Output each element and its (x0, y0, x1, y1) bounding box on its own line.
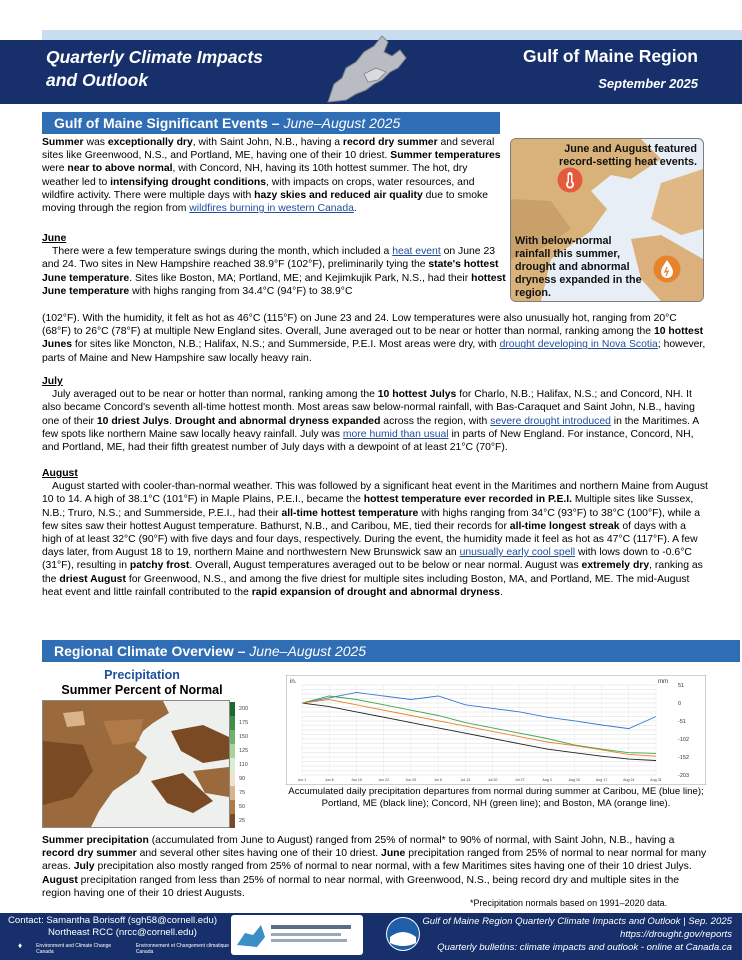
section-climate-overview-bar (42, 640, 740, 662)
legend-label: 75 (239, 789, 246, 796)
july-section: July July averaged out to be near or hotter than normal, ranking among the 10 hottest Julys for Charlo, N.B.; Halifax, N.S.; and Concord, NH. It also became Concord's seventh all-time hottest month. Most areas saw below-normal rainfall, with Bas-Caraquet and Saint John, N.B., having one of their 10 driest Julys. Drought and abnormal dryness expanded across the region, with severe drought introduced in the Maritimes. A few spots like northern Maine saw locally heavy rainfall. July was more humid than usual in parts of New England. For instance, Concord, NH, and Portland, ME, had their fifth greatest number of July days with a dewpoint of at least 21°C (70°F). (42, 375, 708, 454)
section-title: Regional Climate Overview – (54, 643, 246, 659)
section-period: June–August 2025 (249, 643, 367, 659)
june-section: June There were a few temperature swings during the month, which included a heat event on June 23 and 24. Two sites in New Hampshire reached 38.9°F (102°F), preliminarily tying the state's hottest June temperature. Sites like Boston, MA; Portland, ME; and Kejimkujik Park, N.S., had their hottest June temperature with highs ranging from 34.4°C (94°F) to 38.9°C (42, 233, 506, 297)
chart-left-unit: in. (290, 679, 297, 685)
eccc-logo-text (18, 943, 238, 955)
y-tick-label: -203 (678, 773, 690, 779)
x-tick-label: Aug 31 (650, 778, 662, 782)
x-tick-label: Jun 22 (378, 778, 390, 782)
x-tick-label: Jun 15 (351, 778, 362, 782)
region-title: Gulf of Maine Region (523, 46, 698, 66)
rcc-line: Northeast RCC (nrcc@cornell.edu) (48, 927, 197, 938)
link-wildfires[interactable]: wildfires burning in western Canada (189, 203, 354, 215)
callout-drought: With below-normal rainfall this summer, drought and abnormal dryness expanded in the region. (515, 235, 642, 299)
precip-map-subtitle: Summer Percent of Normal (61, 683, 223, 697)
chart-grid (302, 685, 656, 775)
legend-label: 125 (239, 747, 249, 754)
x-tick-label: Jul 13 (460, 778, 471, 782)
x-tick-label: Aug 10 (568, 778, 581, 782)
y-tick-label: -152 (678, 754, 690, 761)
x-tick-label: Jul 20 (487, 778, 498, 782)
x-tick-label: Jun 8 (324, 778, 334, 782)
chart-right-unit: mm (658, 679, 668, 685)
canada-flag-icon: ♦ (18, 941, 23, 950)
drought-droplet-icon (653, 255, 681, 283)
x-tick-label: Aug 17 (595, 778, 608, 782)
legend-label: 150 (239, 733, 249, 740)
inset-map-box (510, 138, 704, 302)
footer-report-title: Gulf of Maine Region Quarterly Climate Impacts and Outlook | Sep. 2025 (422, 916, 732, 927)
page-title (46, 46, 306, 92)
x-tick-label: Aug 3 (542, 778, 552, 782)
link-drought-nova-scotia[interactable]: drought developing in Nova Scotia (499, 339, 658, 351)
legend-label: 25 (239, 817, 246, 824)
intro-paragraph: Summer was exceptionally dry, with Saint John, N.B., having a record dry summer and several sites like Greenwood, N.S., and Portland, ME, having one of their 10 driest. Summer temperatures were near to above normal, with Concord, NH, having its 10th hottest summer. The hot, dry weather led to intensifying drought conditions, with impacts on crops, water resources, and wildfire activity. There were multiple days with hazy skies and reduced air quality due to smoke moving through the region from wildfires burning in western Canada. (42, 137, 501, 215)
legend-label: 110 (239, 761, 248, 768)
section-period: June–August 2025 (283, 115, 401, 131)
y-tick-label: 0 (678, 701, 682, 708)
june-heading: June (42, 233, 67, 244)
link-early-cool-spell[interactable]: unusually early cool spell (459, 547, 576, 559)
precip-percent-map (42, 700, 230, 828)
legend-label: 200 (239, 706, 249, 712)
august-section: August August started with cooler-than-normal weather. This was followed by a significant heat event in the Maritimes and northern Maine from August 10 to 14. A high of 38.1°C (101°F) in Maple Plains, P.E.I., became the hottest temperature ever recorded in P.E.I. Multiple sites like Sussex, N.B.; Truro, N.S.; and Summerside, P.E.I., had their all-time hottest temperature with highs ranging from 34°C (93°F) to 38°C (100°F), while a few sites saw their hottest August temperature. Bathurst, N.B., and Caribou, ME, tied their records for all-time longest streak of days with a high of at least 32°C (90°F) with five days and four days, respectively. During the event, the humidity made it feel as hot as 47°C (117°F). A few days later, from August 18 to 19, northern Maine and northwestern New Brunswick saw an unusually early cool spell with lows down to -0.6°C (31°F), resulting in patchy frost. Overall, August temperatures averaged out to be below or near normal. August was extremely dry, ranking as the driest August for Greenwood, N.S., and among the five driest for multiple sites including Boston, MA, and Portland, ME. The mid-August heat event and little rainfall contributed to the rapid expansion of drought and abnormal dryness. (42, 468, 708, 598)
july-heading: July (42, 376, 63, 387)
precip-map-title: Precipitation (104, 668, 180, 682)
x-tick-label: Jun 1 (297, 778, 307, 782)
contact-line: Contact: Samantha Borisoff (sgh58@cornell.edu) (8, 915, 218, 926)
y-tick-label: -102 (678, 737, 690, 744)
footer-url[interactable]: https://drought.gov/reports (620, 929, 732, 940)
chart-caption: Accumulated daily precipitation departures from normal during summer at Caribou, ME (blue line); Portland, ME (black line); Concord, NH (green line); and Boston, MA (orange line). (288, 786, 704, 809)
callout-heat: June and August featured record-setting heat events. (559, 143, 697, 168)
footer (0, 913, 742, 960)
legend-label: 175 (239, 719, 249, 726)
footnote: *Precipitation normals based on 1991–2020 data. (470, 898, 668, 908)
footer-right-text (422, 915, 732, 954)
section-title: Gulf of Maine Significant Events – (54, 115, 280, 131)
x-tick-label: Jun 29 (405, 778, 417, 782)
summary-paragraph: Summer precipitation (accumulated from June to August) ranged from 25% of normal* to 90% of normal, with Saint John, N.B., having a record dry summer and several other sites having one of their 10 driest. June precipitation ranged from 25% of normal to near normal for many areas. July precipitation also mostly ranged from 25% of normal to near normal, with a few Maritimes sites having one of their 10 driest Julys. August precipitation ranged from less than 25% of normal to near normal, with Greenwood, N.S., being record dry and multiple sites in the region having one of their 10 driest Augusts. (42, 835, 707, 899)
link-heat-event[interactable]: heat event (392, 246, 441, 258)
x-tick-label: Jul 6 (434, 778, 442, 782)
title-line-2: and Outlook (46, 70, 149, 90)
region-map-silhouette (320, 28, 412, 108)
y-tick-label: 51 (678, 683, 685, 689)
noaa-logo-icon (386, 917, 420, 951)
legend-label: 50 (239, 803, 246, 810)
precip-departure-chart (286, 675, 706, 785)
eccc-french: Environnement et Changement climatique Canada (135, 943, 229, 955)
x-tick-label: Jul 27 (515, 778, 525, 782)
council-logo-icon (231, 915, 363, 955)
legend-label: 90 (239, 775, 246, 782)
june-continued: (102°F). With the humidity, it felt as hot as 46°C (115°F) on June 23 and 24. Low temperatures were also unusually hot, ranging from 20°C (68°F) to 26°C (78°F) at multiple New England sites. Overall, June averaged out to be near or hotter than normal, ranking among the 10 hottest Junes for sites like Moncton, N.B.; Halifax, N.S.; and Summerside, P.E.I. Most areas were dry, with drought developing in Nova Scotia; however, parts of Maine and New Hampshire saw locally heavy rain. (42, 313, 706, 364)
precip-legend-labels (232, 702, 248, 826)
link-severe-drought[interactable]: severe drought introduced (490, 415, 611, 427)
thermometer-icon (557, 167, 583, 193)
y-tick-label: -51 (678, 719, 686, 726)
issue-date: September 2025 (598, 76, 698, 91)
x-tick-label: Aug 24 (623, 778, 635, 782)
gulf-of-maine-council-logo (231, 915, 363, 955)
footer-bulletins: Quarterly bulletins: climate impacts and outlook - online at Canada.ca (437, 942, 732, 953)
section-significant-events-bar (42, 112, 500, 134)
eccc-english: Environment and Climate Change Canada (36, 943, 112, 955)
august-heading: August (42, 468, 78, 479)
link-more-humid[interactable]: more humid than usual (342, 428, 449, 440)
title-line-1: Quarterly Climate Impacts (46, 47, 263, 67)
